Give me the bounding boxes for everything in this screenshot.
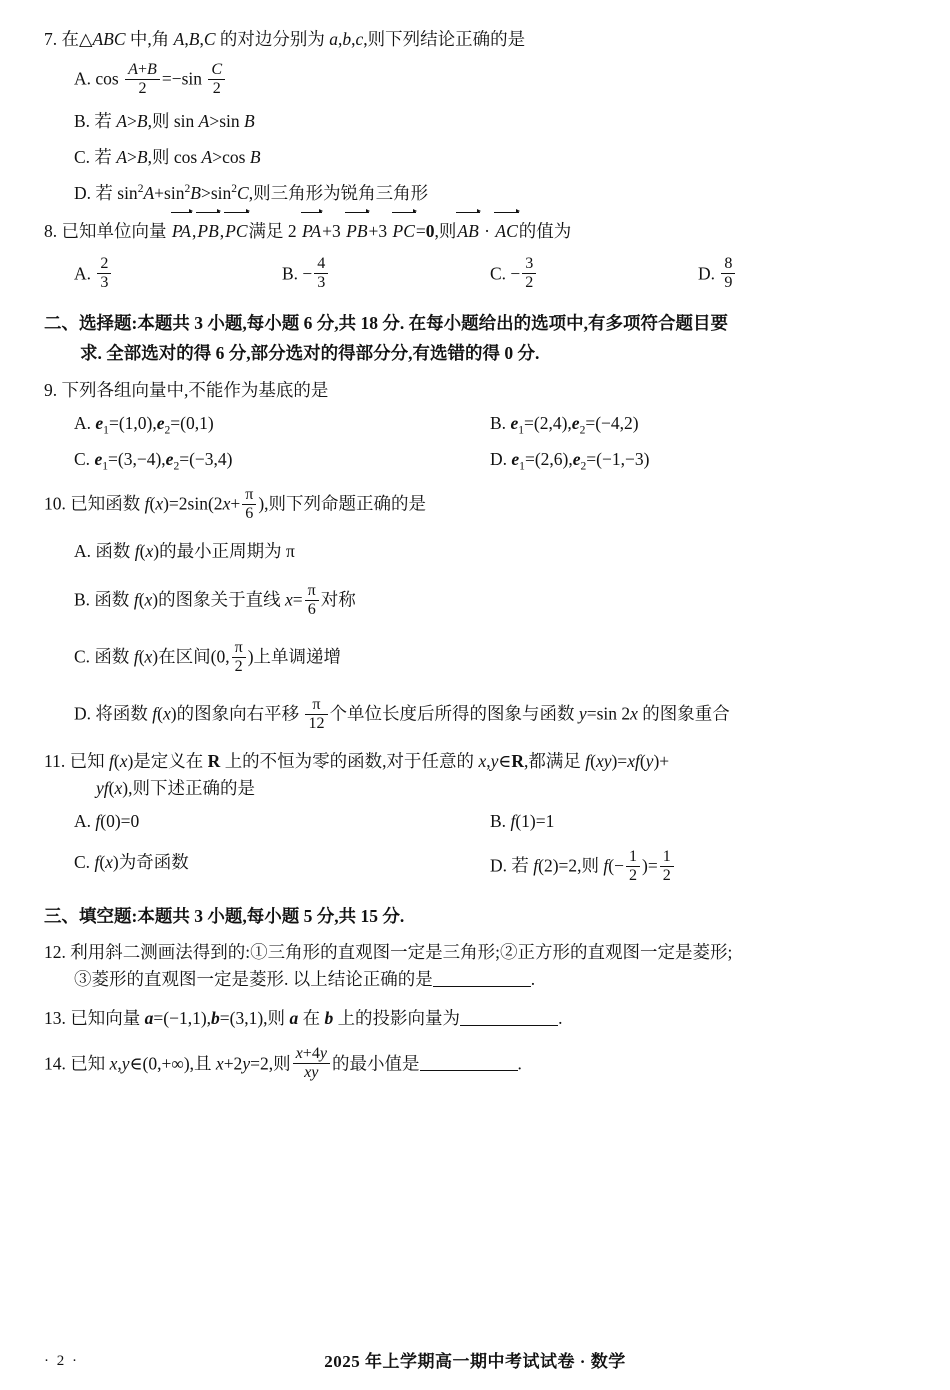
question-8 <box>44 218 906 294</box>
question-12 <box>44 939 906 993</box>
question-11 <box>44 748 906 886</box>
question-11-option-b: B. f(1)=1 <box>490 811 555 832</box>
question-12-number: 12. <box>44 942 66 963</box>
question-12-stem: 12. 利用斜二测画法得到的:①三角形的直观图一定是三角形;②正方形的直观图一定是菱形; <box>44 942 733 963</box>
question-8-options <box>44 257 906 294</box>
question-11-options-row1 <box>44 808 906 835</box>
question-10-option-b: B. 函数 f(x)的图象关于直线 x= $\frac{\pi}{6}$ 对称 <box>74 581 356 618</box>
question-11-option-a: A. f(0)=0 <box>74 811 140 832</box>
question-9-number: 9. <box>44 379 58 400</box>
section-three-heading <box>44 901 906 932</box>
question-11-option-d: D. 若 f(2)=2,则 f(− $\frac{1}{2}$ )= $\frac{1}{2}$ <box>490 849 906 886</box>
question-11-option-c: C. f(x)为奇函数 <box>74 852 189 873</box>
question-7-option-d: D. 若 $\sin^2A+\sin^2B>\sin^2C$,则三角形为锐角三角形 <box>74 183 429 204</box>
question-13 <box>44 1005 906 1032</box>
page-number: · 2 · <box>44 1353 79 1369</box>
question-14-answer-blank[interactable] <box>420 1053 518 1072</box>
question-9-option-c: C. $e_1=(3,-4),e_2=(-3,4)$ <box>74 449 233 473</box>
question-14-stem: 14. 已知 x,y∈(0,+∞),且 x+2y=2,则 $\frac{x+4y}{xy}$ 的最小值是 . <box>44 1045 522 1082</box>
question-8-number: 8. <box>44 220 58 241</box>
question-9-option-d: D. $e_1=(2,6),e_2=(-1,-3)$ <box>490 449 650 473</box>
question-9-options-row2 <box>44 446 906 476</box>
section-two-line1: 本题共 3 小题,每小题 6 分,共 18 分. 在每小题给出的选项中,有多项符合题目要 <box>137 312 728 333</box>
section-three-title: 三、填空题: <box>44 905 138 926</box>
question-9 <box>44 377 906 477</box>
question-8-option-d: D. $\frac{8}{9}$ <box>698 257 906 294</box>
question-10-option-c: C. 函数 f(x)在区间(0, $\frac{\pi}{2}$ )上单调递增 <box>74 638 342 675</box>
question-11-number: 11. <box>44 751 66 772</box>
question-10-option-d: D. 将函数 f(x)的图象向右平移 $\frac{\pi}{12}$ 个单位长度后所得的图象与函数 y=sin 2x 的图象重合 <box>74 695 730 732</box>
question-14 <box>44 1047 906 1084</box>
question-8-option-c: C. − $\frac{3}{2}$ <box>490 257 698 294</box>
question-13-number: 13. <box>44 1008 66 1029</box>
footer-title: 2025 年上学期高一期中考试试卷 · 数学 <box>324 1352 626 1371</box>
question-7-option-b: B. 若 A>B,则 sin A>sin B <box>74 111 255 132</box>
section-two-heading <box>44 308 906 369</box>
question-14-number: 14. <box>44 1053 66 1074</box>
question-11-stem: 11. 已知 f(x)是定义在 R 上的不恒为零的函数,对于任意的 x,y∈R,都满足 f(xy)=xf(y)+ yf(x),则下述正确的是 <box>44 751 670 799</box>
question-12-stem-line2: ③菱形的直观图一定是菱形. 以上结论正确的是 . <box>74 969 536 990</box>
question-11-options-row2 <box>44 849 906 886</box>
section-two-line2: 求. 全部选对的得 6 分,部分选对的得部分分,有选错的得 0 分. <box>80 343 540 364</box>
question-12-answer-blank[interactable] <box>433 969 531 988</box>
question-7-stem: 7. 在△ABC 中,角 A,B,C 的对边分别为 a,b,c,则下列结论正确的是 <box>44 29 526 49</box>
question-9-stem: 9. 下列各组向量中,不能作为基底的是 <box>44 379 329 400</box>
question-7-number: 7. <box>44 29 58 49</box>
section-three-line1: 本题共 3 小题,每小题 5 分,共 15 分. <box>137 905 405 926</box>
question-13-stem: 13. 已知向量 a=(−1,1),b=(3,1),则 a 在 b 上的投影向量为 . <box>44 1008 563 1029</box>
section-two-title: 二、选择题: <box>44 312 138 333</box>
question-13-answer-blank[interactable] <box>460 1008 558 1027</box>
question-8-option-a: A. $\frac{2}{3}$ <box>74 257 282 294</box>
question-8-option-b: B. − $\frac{4}{3}$ <box>282 257 490 294</box>
question-10-number: 10. <box>44 493 66 514</box>
question-10-option-a: A. 函数 f(x)的最小正周期为 π <box>74 540 295 561</box>
question-7-option-a: A. cos $\frac{A+B}{2}$ =−sin $\frac{C}{2}$ <box>74 62 906 99</box>
question-7-option-c: C. 若 A>B,则 cos A>cos B <box>74 147 261 168</box>
question-8-stem: 8. 已知单位向量 PA,PB,PC满足 2 PA+3 PB+3 PC=0,则AB · AC的值为 <box>44 218 906 245</box>
question-10 <box>44 487 906 734</box>
question-9-option-a: A. $e_1=(1,0),e_2=(0,1)$ <box>74 413 214 437</box>
question-10-stem: 10. 已知函数 f(x)=2sin(2x+ $\frac{\pi}{6}$ ),则下列命题正确的是 <box>44 485 427 522</box>
question-9-option-b: B. $e_1=(2,4),e_2=(-4,2)$ <box>490 413 639 437</box>
question-9-options-row1 <box>44 410 906 440</box>
question-7 <box>44 26 906 208</box>
